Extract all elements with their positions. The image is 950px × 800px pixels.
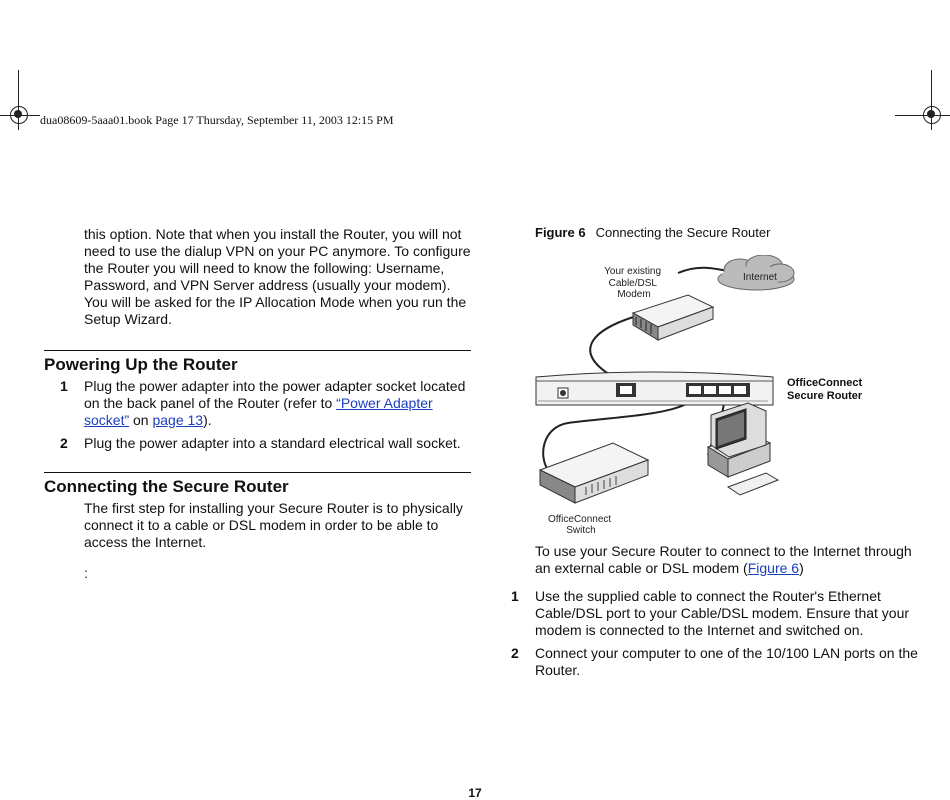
section-divider xyxy=(44,472,471,473)
list-item xyxy=(44,435,474,452)
router-icon xyxy=(536,372,773,405)
step-text: ). xyxy=(203,412,212,428)
figure-intro-paragraph xyxy=(535,543,930,577)
switch-label: OfficeConnect Switch xyxy=(548,514,612,536)
section-title-connecting: Connecting the Secure Router xyxy=(44,477,289,496)
list-item xyxy=(44,378,474,429)
step-number: 1 xyxy=(511,588,519,604)
step-number: 2 xyxy=(60,435,68,451)
page-13-link[interactable]: page 13 xyxy=(152,412,204,428)
step-text: Plug the power adapter into a standard electrical wall socket. xyxy=(84,435,461,451)
switch-icon xyxy=(540,443,648,503)
step-number: 1 xyxy=(60,378,68,394)
section-title-powering-up: Powering Up the Router xyxy=(44,355,238,374)
figure-title: Connecting the Secure Router xyxy=(595,225,771,240)
modem-label: Your existing Cable/DSL Modem xyxy=(604,266,662,300)
intro-text: ) xyxy=(799,560,804,576)
list-item xyxy=(495,588,930,639)
colon-text: : xyxy=(84,565,88,581)
modem-icon xyxy=(633,295,713,340)
step-text: Use the supplied cable to connect the Router's Ethernet Cable/DSL port to your Cable/DSL modem. Ensure that your modem is connected to the Internet and switched on. xyxy=(535,588,910,638)
list-item xyxy=(495,645,930,679)
step-text: Plug the power adapter into the power adapter socket located on the back panel of the Router (refer to xyxy=(84,378,466,411)
step-number: 2 xyxy=(511,645,519,661)
page-number: 17 xyxy=(468,786,482,800)
section-divider xyxy=(44,350,471,351)
right-column xyxy=(508,222,928,240)
power-adapter-socket-link[interactable]: “Power Adapter socket” xyxy=(84,395,433,428)
step-text: Connect your computer to one of the 10/100 LAN ports on the Router. xyxy=(535,645,918,678)
router-connection-diagram xyxy=(528,255,928,540)
figure-label: Figure 6 xyxy=(535,225,586,240)
figure-6-link[interactable]: Figure 6 xyxy=(747,560,800,576)
router-label: OfficeConnect Secure Router xyxy=(787,377,863,402)
figure-caption xyxy=(535,225,928,240)
intro-text: To use your Secure Router to connect to the Internet through an external cable or DSL modem ( xyxy=(535,543,912,576)
right-steps-list xyxy=(495,588,930,679)
connecting-paragraph: The first step for installing your Secure Router is to physically connect it to a cable or DSL modem in order to be able to access the Internet. xyxy=(84,500,463,550)
step-text: on xyxy=(129,412,153,428)
running-header: dua08609-5aaa01.book Page 17 Thursday, September 11, 2003 12:15 PM xyxy=(40,113,394,127)
left-column xyxy=(44,222,474,582)
intro-paragraph: this option. Note that when you install the Router, you will not need to use the dialup VPN on your PC anymore. To configure the Router you will need to know the following: Username, Password, and VPN Server address (usually your modem). You will be asked for the IP Allocation Mode when you run the Setup Wizard. xyxy=(84,226,471,327)
computer-icon xyxy=(708,403,778,495)
internet-label: Internet xyxy=(743,272,777,283)
